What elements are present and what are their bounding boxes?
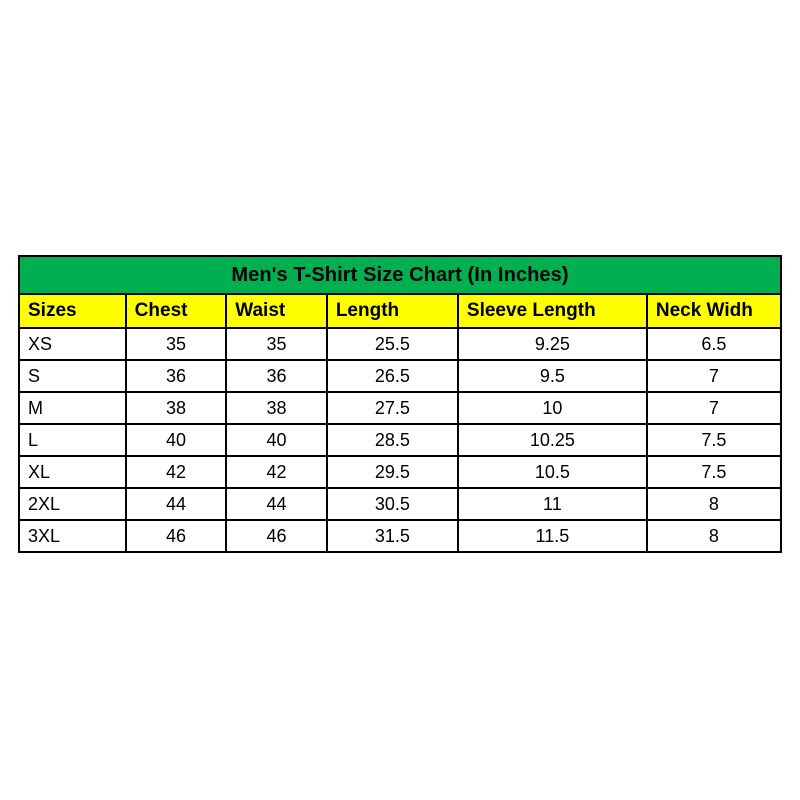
cell-neck-width: 6.5 [647, 328, 781, 360]
table-row [19, 520, 781, 552]
cell-length: 25.5 [327, 328, 458, 360]
table-row [19, 328, 781, 360]
cell-neck-width: 8 [647, 488, 781, 520]
cell-sleeve-length: 9.5 [458, 360, 647, 392]
cell-sleeve-length: 10 [458, 392, 647, 424]
column-header-neck-width: Neck Widh [647, 294, 781, 328]
cell-waist: 35 [226, 328, 327, 360]
column-header-sizes: Sizes [19, 294, 126, 328]
cell-sleeve-length: 11.5 [458, 520, 647, 552]
cell-chest: 44 [126, 488, 227, 520]
cell-neck-width: 7.5 [647, 424, 781, 456]
cell-waist: 46 [226, 520, 327, 552]
cell-chest: 35 [126, 328, 227, 360]
column-header-sleeve-length: Sleeve Length [458, 294, 647, 328]
cell-sleeve-length: 9.25 [458, 328, 647, 360]
table-header-row [19, 294, 781, 328]
table-title-row [19, 256, 781, 294]
table-row [19, 488, 781, 520]
cell-chest: 42 [126, 456, 227, 488]
table-row [19, 424, 781, 456]
cell-sleeve-length: 10.25 [458, 424, 647, 456]
cell-length: 30.5 [327, 488, 458, 520]
table-row [19, 456, 781, 488]
cell-size: XS [19, 328, 126, 360]
cell-chest: 40 [126, 424, 227, 456]
cell-length: 31.5 [327, 520, 458, 552]
column-header-waist: Waist [226, 294, 327, 328]
cell-length: 29.5 [327, 456, 458, 488]
cell-size: XL [19, 456, 126, 488]
cell-chest: 38 [126, 392, 227, 424]
cell-neck-width: 7.5 [647, 456, 781, 488]
cell-length: 27.5 [327, 392, 458, 424]
column-header-chest: Chest [126, 294, 227, 328]
column-header-length: Length [327, 294, 458, 328]
cell-waist: 44 [226, 488, 327, 520]
size-chart-table [18, 255, 782, 553]
cell-waist: 38 [226, 392, 327, 424]
cell-length: 28.5 [327, 424, 458, 456]
size-chart-container [18, 255, 782, 553]
chart-title: Men's T-Shirt Size Chart (In Inches) [19, 256, 781, 294]
cell-waist: 36 [226, 360, 327, 392]
cell-neck-width: 8 [647, 520, 781, 552]
cell-length: 26.5 [327, 360, 458, 392]
cell-chest: 46 [126, 520, 227, 552]
cell-waist: 42 [226, 456, 327, 488]
cell-sleeve-length: 10.5 [458, 456, 647, 488]
table-row [19, 360, 781, 392]
cell-size: 2XL [19, 488, 126, 520]
cell-chest: 36 [126, 360, 227, 392]
cell-sleeve-length: 11 [458, 488, 647, 520]
cell-size: M [19, 392, 126, 424]
cell-size: 3XL [19, 520, 126, 552]
cell-neck-width: 7 [647, 360, 781, 392]
cell-size: L [19, 424, 126, 456]
cell-waist: 40 [226, 424, 327, 456]
cell-size: S [19, 360, 126, 392]
table-row [19, 392, 781, 424]
cell-neck-width: 7 [647, 392, 781, 424]
